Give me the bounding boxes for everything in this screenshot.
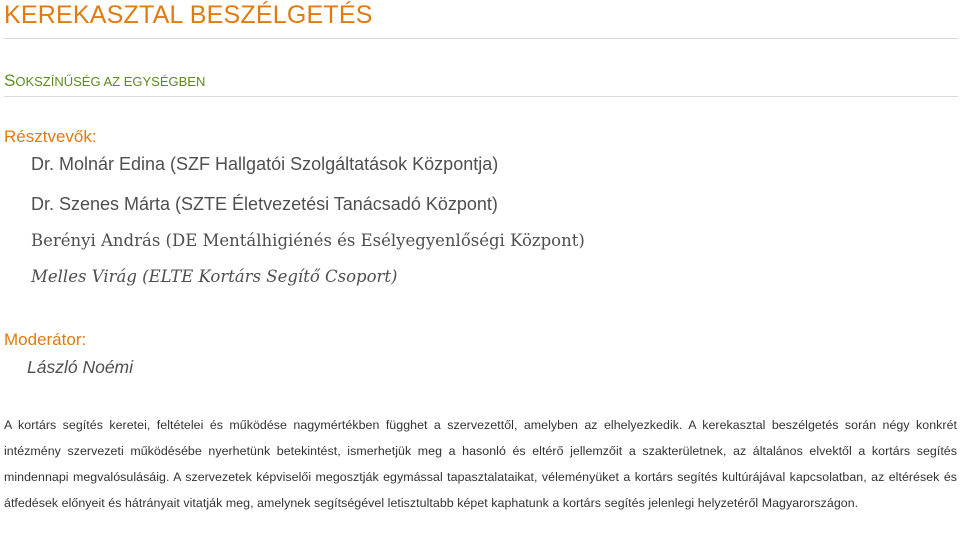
- participant-2: Dr. Szenes Márta (SZTE Életvezetési Tanácsadó Központ): [31, 194, 498, 214]
- title-divider: [4, 38, 958, 39]
- participant-3: Berényi András (DE Mentálhigiénés és Esélyegyenlőségi Központ): [31, 231, 585, 250]
- participants-label: Résztvevők:: [4, 127, 97, 146]
- subtitle-divider: [4, 96, 958, 97]
- page-title: KEREKASZTAL BESZÉLGETÉS: [4, 1, 373, 29]
- moderator-label: Moderátor:: [4, 330, 87, 349]
- subtitle-text: OKSZÍNŰSÉG AZ EGYSÉGBEN: [15, 74, 206, 89]
- subtitle-initial: S: [4, 71, 16, 90]
- section-subtitle: [4, 72, 205, 91]
- moderator-name: László Noémi: [27, 357, 134, 377]
- participant-1: Dr. Molnár Edina (SZF Hallgatói Szolgáltatások Központja): [31, 154, 499, 174]
- description-paragraph: A kortárs segítés keretei, feltételei és működése nagymértékben függhet a szervezettől, amelyben az elhelyezkedik. A kerekasztal beszélgetés során négy konkrét intézmény szervezeti működésébe nyerhetünk betekintést, ismerhetjük meg a hasonló és eltérő jellemzőit a szakterületnek, az általános elvektől a kortárs segítés mindennapi megvalósulásáig. A szervezetek képviselői megosztják egymással tapasztalataikat, véleményüket a kortárs segítés kultúrájával kapcsolatban, az eltérések és átfedések előnyeit és hátrányait vitatják meg, amelynek segítségével letisztultabb képet kaphatunk a kortárs segítés jelenlegi helyzetéről Magyarországon.: [4, 418, 957, 510]
- participant-4: Melles Virág (ELTE Kortárs Segítő Csoport): [31, 267, 398, 286]
